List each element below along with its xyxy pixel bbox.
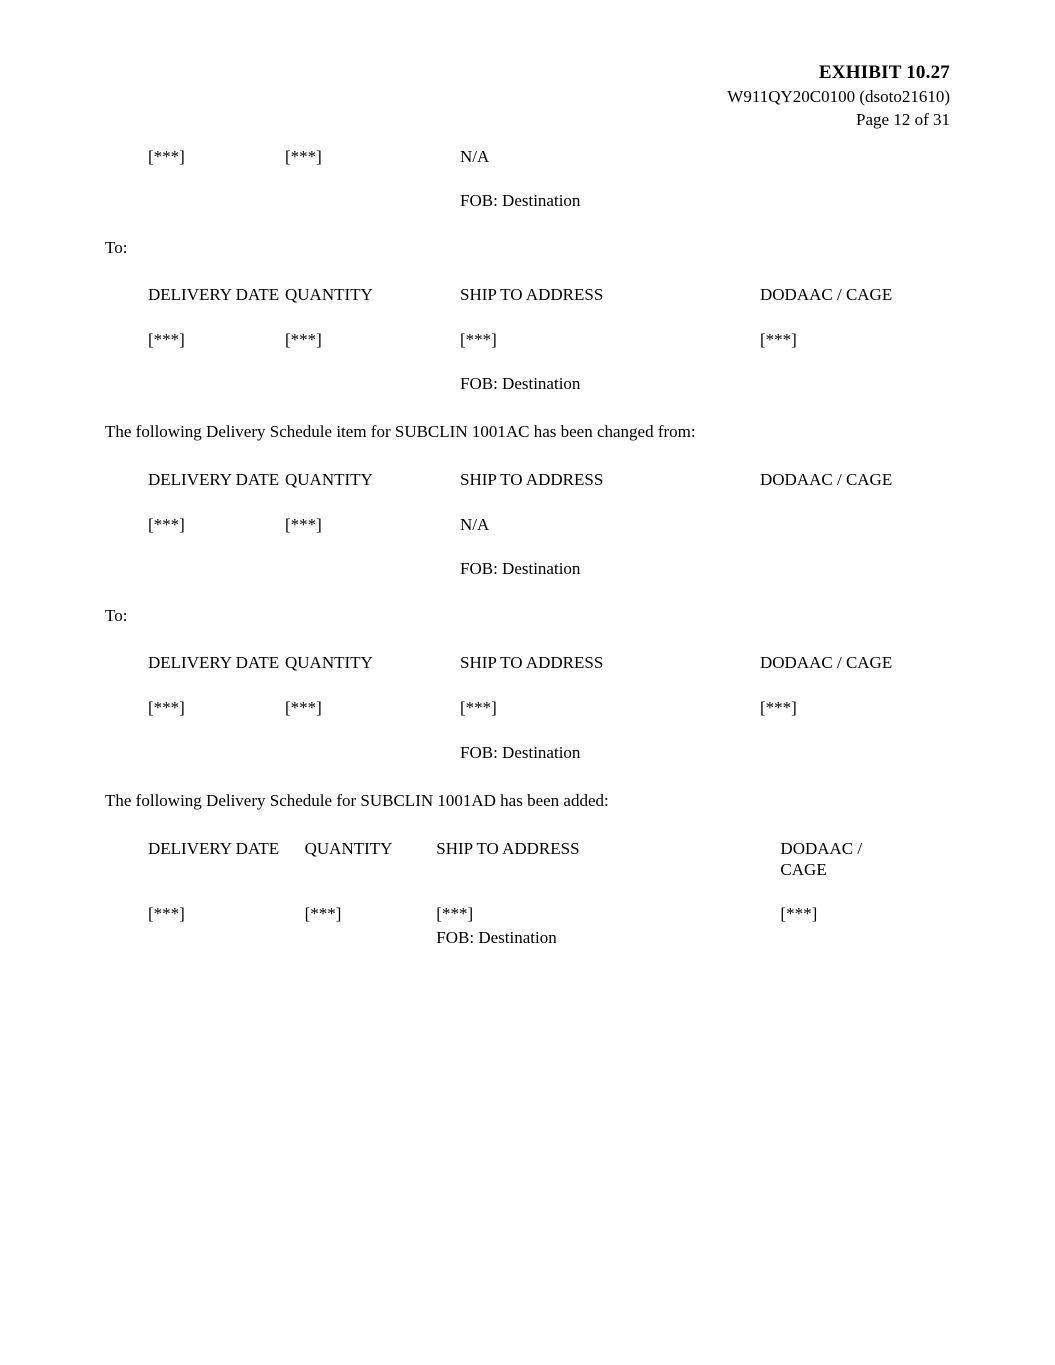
cell-ship-to-address: N/A	[460, 146, 490, 166]
cell-spacer-dodaac	[760, 558, 950, 580]
paragraph-changed-1001ac: The following Delivery Schedule item for SUBCLIN 1001AC has been changed from:	[105, 421, 696, 441]
cell-ship-to-address: [***]	[460, 329, 497, 349]
column-header-ship-to-address: SHIP TO ADDRESS	[460, 653, 604, 673]
cell-quantity: [***]	[285, 146, 322, 166]
cell-spacer-quantity	[285, 558, 460, 580]
fob-row	[105, 558, 950, 580]
cell-dodaac-cage	[760, 514, 950, 536]
cell-spacer-date	[105, 742, 285, 764]
fob-row	[105, 373, 950, 395]
fob-row	[105, 190, 950, 212]
table-header-row	[105, 469, 950, 491]
cell-spacer-quantity	[285, 190, 460, 212]
cell-spacer-date	[105, 558, 285, 580]
column-header-delivery-date: DELIVERY DATE	[148, 838, 280, 858]
fob-text: FOB: Destination	[460, 190, 581, 210]
column-header-dodaac-cage: DODAAC / CAGE	[760, 653, 893, 673]
to-label: To:	[105, 237, 128, 257]
fob-row	[105, 927, 950, 949]
cell-spacer-dodaac	[780, 927, 950, 949]
table-header-row	[105, 652, 950, 674]
column-header-quantity: QUANTITY	[285, 653, 373, 673]
column-header-ship-to-address: SHIP TO ADDRESS	[460, 470, 604, 490]
page-header	[105, 60, 950, 132]
cell-quantity: [***]	[285, 515, 322, 535]
column-header-ship-to-address: SHIP TO ADDRESS	[460, 284, 604, 304]
cell-spacer-dodaac	[760, 373, 950, 395]
column-header-quantity: QUANTITY	[285, 284, 373, 304]
table-row	[105, 329, 950, 351]
cell-spacer-date	[105, 927, 305, 949]
cell-quantity: [***]	[304, 904, 342, 924]
column-header-delivery-date: DELIVERY DATE	[148, 653, 280, 673]
table-row	[105, 697, 950, 719]
cell-spacer-dodaac	[760, 742, 950, 764]
cell-spacer-date	[105, 373, 285, 395]
fob-row	[105, 742, 950, 764]
cell-spacer-quantity	[285, 373, 460, 395]
fob-text: FOB: Destination	[460, 373, 581, 393]
cell-spacer-quantity	[305, 927, 437, 949]
column-header-quantity: QUANTITY	[304, 838, 393, 858]
column-header-dodaac-cage: DODAAC / CAGE	[760, 284, 893, 304]
column-header-delivery-date: DELIVERY DATE	[148, 470, 280, 490]
to-label: To:	[105, 606, 128, 626]
cell-quantity: [***]	[285, 329, 322, 349]
table-header-row	[105, 838, 950, 881]
cell-delivery-date: [***]	[148, 904, 185, 924]
cell-delivery-date: [***]	[148, 329, 185, 349]
fob-text: FOB: Destination	[460, 742, 581, 762]
cell-dodaac-cage: [***]	[780, 904, 818, 924]
column-header-dodaac-cage	[780, 838, 950, 881]
column-header-dodaac-cage: DODAAC / CAGE	[760, 470, 893, 490]
column-header-dodaac-line2: CAGE	[780, 859, 827, 879]
table-row	[105, 514, 950, 536]
cell-dodaac-cage: [***]	[760, 329, 797, 349]
cell-dodaac-cage: [***]	[760, 698, 797, 718]
cell-spacer-quantity	[285, 742, 460, 764]
cell-dodaac-cage	[760, 146, 950, 168]
table-row	[105, 146, 950, 168]
column-header-dodaac-line1: DODAAC /	[780, 838, 863, 858]
cell-delivery-date: [***]	[148, 515, 185, 535]
contract-number: W911QY20C0100 (dsoto21610)	[727, 86, 950, 106]
fob-text: FOB: Destination	[436, 928, 557, 948]
column-header-delivery-date: DELIVERY DATE	[148, 284, 280, 304]
table-header-row	[105, 284, 950, 306]
column-header-quantity: QUANTITY	[285, 470, 373, 490]
column-header-ship-to-address: SHIP TO ADDRESS	[436, 838, 580, 858]
cell-spacer-date	[105, 190, 285, 212]
cell-ship-to-address: [***]	[460, 698, 497, 718]
paragraph-added-1001ad: The following Delivery Schedule for SUBCLIN 1001AD has been added:	[105, 790, 609, 810]
exhibit-title: EXHIBIT 10.27	[818, 62, 950, 83]
cell-quantity: [***]	[285, 698, 322, 718]
fob-text: FOB: Destination	[460, 559, 581, 579]
table-row	[105, 903, 950, 925]
cell-delivery-date: [***]	[148, 698, 185, 718]
page-number: Page 12 of 31	[856, 109, 950, 129]
cell-ship-to-address: [***]	[436, 904, 474, 924]
cell-spacer-dodaac	[760, 190, 950, 212]
cell-ship-to-address: N/A	[460, 515, 490, 535]
cell-delivery-date: [***]	[148, 146, 185, 166]
